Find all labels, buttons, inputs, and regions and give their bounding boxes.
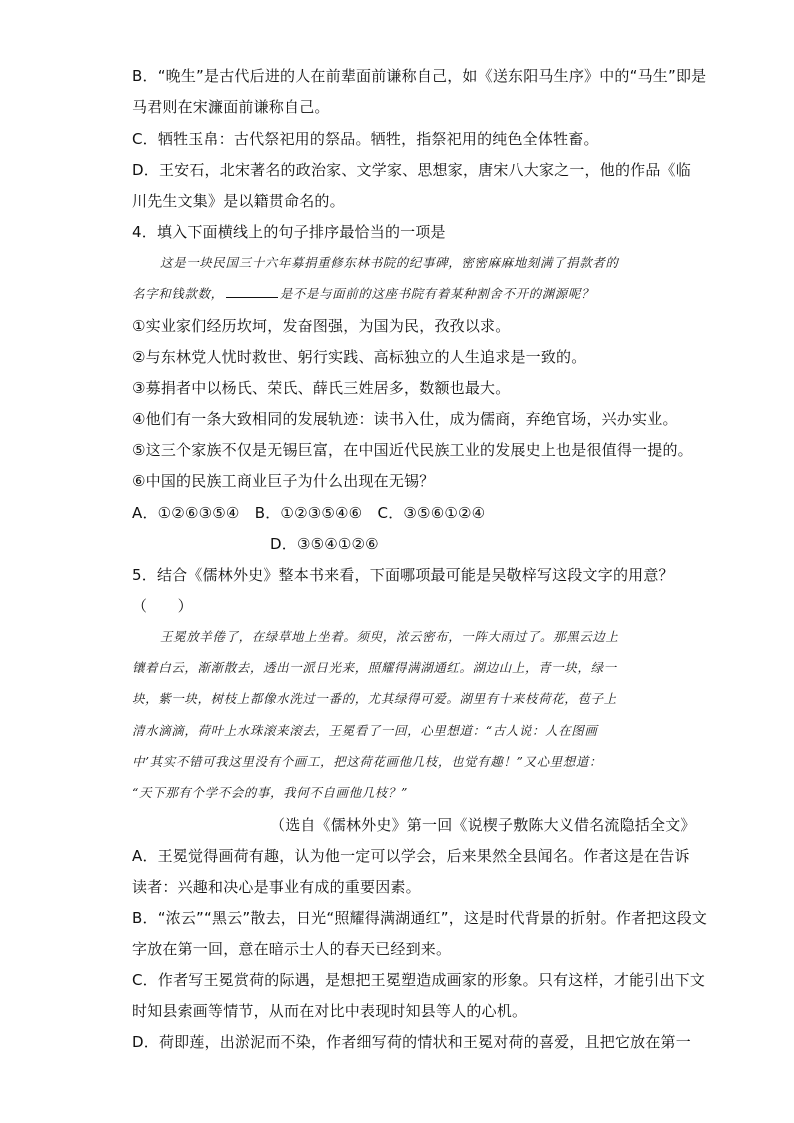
q5-passage-line4: 清水滴滴，荷叶上水珠滚来滚去，王冕看了一回，心里想道：“古人说：人在图画 [132, 723, 598, 738]
q3-option-c: C．牺牲玉帛：古代祭祀用的祭品。牺牲，指祭祀用的纯色全体牲畜。 [132, 130, 599, 148]
q5-option-c-line1: C．作者写王冕赏荷的际遇，是想把王冕塑造成画家的形象。只有这样，才能引出下文 [132, 971, 706, 989]
q5-option-b-line1: B．“浓云”“黑云”散去，日光“照耀得满湖通红”，这是时代背景的折射。作者把这段文 [132, 909, 708, 927]
q3-option-d-line1: D．王安石，北宋著名的政治家、文学家、思想家，唐宋八大家之一，他的作品《临 [132, 161, 691, 179]
q4-passage-line2-part2: 是不是与面前的这座书院有着某种割舍不开的渊源呢？ [279, 286, 595, 301]
q4-options-abc: A．①②⑥③⑤④ B．①②③⑤④⑥ C．③⑤⑥①②④ [132, 504, 486, 522]
q5-stem: 5．结合《儒林外史》整本书来看，下面哪项最可能是吴敬梓写这段文字的用意？ [132, 566, 674, 584]
q5-passage-line6: “天下那有个学不会的事，我何不自画他几枝？” [132, 785, 408, 800]
q4-item-5: ⑤这三个家族不仅是无锡巨富，在中国近代民族工业的发展史上也是很值得一提的。 [132, 441, 693, 459]
q4-item-6: ⑥中国的民族工商业巨子为什么出现在无锡？ [132, 472, 435, 490]
q5-option-c-line2: 时知县索画等情节，从而在对比中表现时知县等人的心机。 [132, 1002, 528, 1020]
q3-option-d-line2: 川先生文集》是以籍贯命名的。 [132, 192, 345, 210]
q3-option-b-line2: 马君则在宋濂面前谦称自己。 [132, 98, 330, 116]
q4-item-3: ③募捐者中以杨氏、荣氏、薛氏三姓居多，数额也最大。 [132, 379, 511, 397]
q5-passage-line3: 块，紫一块，树枝上都像水洗过一番的，尤其绿得可爱。湖里有十来枝荷花，苞子上 [132, 691, 617, 706]
q3-option-b-line1: B．“晚生”是古代后进的人在前辈面前谦称自己，如《送东阳马生序》中的“马生”即是 [132, 67, 707, 85]
q5-option-b-line2: 字放在第一回，意在暗示士人的春天已经到来。 [132, 940, 452, 958]
q5-option-d-line1: D．荷即莲，出淤泥而不染，作者细写荷的情状和王冕对荷的喜爱，且把它放在第一 [132, 1033, 691, 1051]
q5-passage-line5: 中’其实不错可我这里没有个画工，把这荷花画他几枝，也觉有趣！”又心里想道： [132, 754, 603, 769]
q4-stem: 4．填入下面横线上的句子排序最恰当的一项是 [132, 223, 446, 241]
q4-item-4: ④他们有一条大致相同的发展轨迹：读书入仕，成为儒商，弃绝官场，兴办实业。 [132, 410, 678, 428]
q5-passage-line1: 王冕放羊倦了，在绿草地上坐着。须臾，浓云密布，一阵大雨过了。那黑云边上 [160, 629, 619, 644]
q4-item-1: ①实业家们经历坎坷，发奋图强，为国为民，孜孜以求。 [132, 317, 511, 335]
q4-passage-line2 [132, 285, 594, 303]
q5-source: （选自《儒林外史》第一回《说楔子敷陈大义借名流隐括全文》 [270, 816, 696, 834]
q5-passage-line2: 镶着白云，渐渐散去，透出一派日光来，照耀得满湖通红。湖边山上，青一块，绿一 [132, 660, 617, 675]
q5-answer-paren: （ ） [132, 597, 193, 615]
q4-passage-line1: 这是一块民国三十六年募捐重修东林书院的纪事碑，密密麻麻地刻满了捐款者的 [160, 255, 619, 270]
q4-option-d: D．③⑤④①②⑥ [270, 535, 379, 553]
q4-passage-line2-part1: 名字和钱款数， [132, 286, 224, 301]
q4-answer-blank [226, 285, 278, 298]
q5-option-a-line1: A．王冕觉得画荷有趣，认为他一定可以学会，后来果然全县闻名。作者这是在告诉 [132, 847, 690, 865]
q4-item-2: ②与东林党人忧时救世、躬行实践、高标独立的人生追求是一致的。 [132, 348, 587, 366]
q5-option-a-line2: 读者：兴趣和决心是事业有成的重要因素。 [132, 878, 421, 896]
